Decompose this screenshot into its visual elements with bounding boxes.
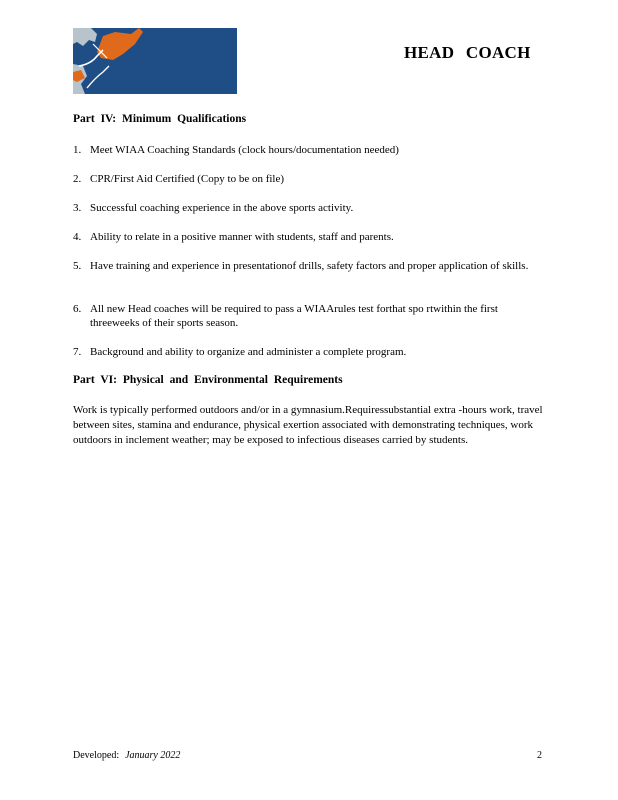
list-item-number: 3.: [73, 202, 82, 214]
list-item-number: 2.: [73, 173, 82, 185]
list-item-number: 1.: [73, 144, 82, 156]
list-item: [73, 345, 543, 359]
list-item: [73, 143, 543, 157]
list-item-text: CPR/First Aid Certified (Copy to be on file): [90, 173, 285, 185]
list-item-number: 4.: [73, 231, 82, 243]
district-logo-icon: [73, 28, 237, 94]
page-number: 2: [537, 750, 542, 761]
list-item: [73, 172, 543, 186]
requirements-paragraph: Work is typically performed outdoors and/or in a gymnasium.Requiressubstantial extra -hours work, travel between sites, stamina and endurance, physical exertion associated with demonstrating techniques, work outdoors in inclement weather; may be exposed to infectious diseases carried by students.: [73, 404, 543, 446]
list-item-text: Ability to relate in a positive manner with students, staff and parents.: [90, 231, 394, 243]
list-item-number: 7.: [73, 346, 82, 358]
list-item: [73, 201, 543, 215]
developed-label: Developed:: [73, 750, 120, 761]
list-item: [73, 230, 543, 244]
footer-developed: [73, 750, 180, 761]
list-item-text: All new Head coaches will be required to pass a WIAArules test forthat spo rtwithin the first threeweeks of their sports season.: [90, 303, 498, 329]
list-item-number: 5.: [73, 260, 82, 272]
list-item-text: Successful coaching experience in the above sports activity.: [90, 202, 354, 214]
list-item: [73, 302, 543, 330]
part-vi-heading: Part VI: Physical and Environmental Requirements: [73, 374, 343, 386]
developed-date: January 2022: [125, 750, 181, 761]
list-item-text: Background and ability to organize and administer a complete program.: [90, 346, 407, 358]
list-item: [73, 259, 543, 273]
list-item-text: Have training and experience in presentationof drills, safety factors and proper application of skills.: [90, 260, 529, 272]
part-iv-heading: Part IV: Minimum Qualifications: [73, 113, 247, 125]
list-item-number: 6.: [73, 303, 82, 315]
page-title: HEAD COACH: [404, 43, 531, 62]
list-item-text: Meet WIAA Coaching Standards (clock hours/documentation needed): [90, 144, 399, 156]
